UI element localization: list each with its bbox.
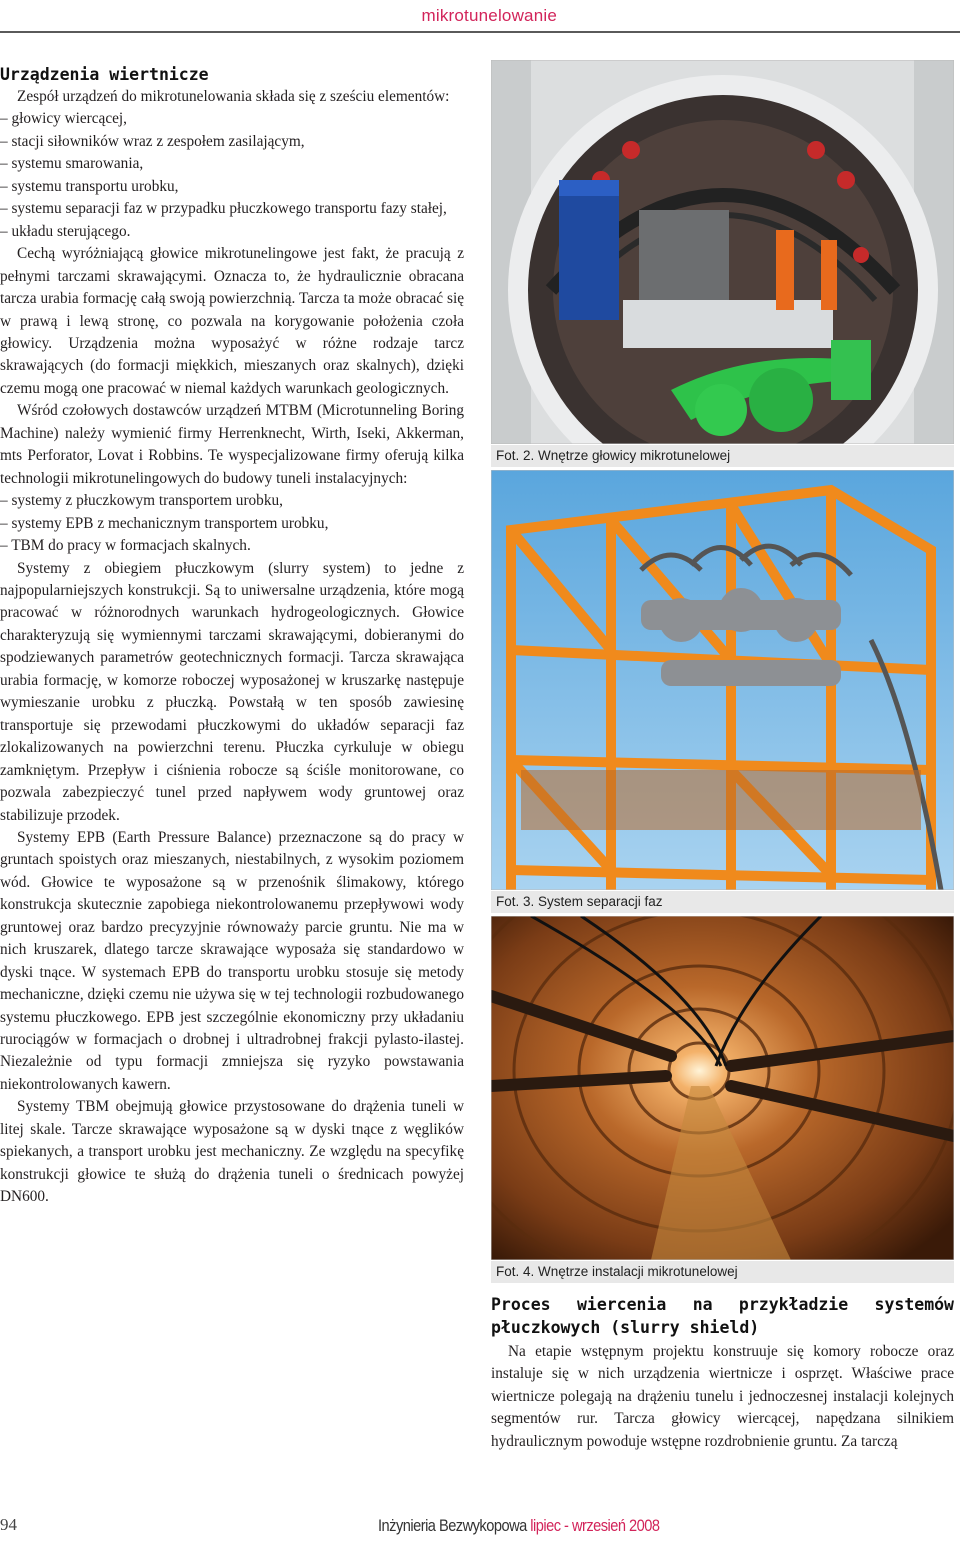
photo-microtunnel-interior — [491, 916, 954, 1260]
list-item: – systemu separacji faz w przypadku płuczkowego transportu fazy stałej, — [0, 198, 464, 220]
paragraph: Systemy z obiegiem płuczkowym (slurry system) to jedne z najpopularniejszych konstrukcji. Są to uniwersalne urządzenia, które mogą pracować w różnorodnych warunkach hydrogeologicznych. Głowice charakteryzują się wymiennymi tarczami skrawającymi, dobieranymi do spodziewanych parametrów geotechnicznych formacji. Tarcza skrawająca urabia formację, w komorze roboczej wyposażonej w kruszarkę następuje wymieszanie urobku z płuczką. Powstałą w ten sposób zawiesinę transportuje się przewodami płuczkowymi do układów separacji faz zlokalizowanych na powierzchni terenu. Płuczka cyrkuluje w obiegu zamkniętym. Przepływ i ciśnienia robocze są ściśle monitorowane, co pozwala zabezpieczyć tunel przed napływem wody gruntowej oraz stabilizuje przodek. — [0, 559, 464, 824]
right-column-text — [491, 1293, 954, 1453]
header-rule — [0, 31, 960, 33]
journal-name: Inżynieria Bezwykopowa — [378, 1516, 527, 1535]
caption-fot2: Fot. 2. Wnętrze głowicy mikrotunelowej — [491, 445, 954, 467]
intro-paragraph: Zespół urządzeń do mikrotunelowania składa się z sześciu elementów: — [17, 88, 450, 105]
caption-fot4: Fot. 4. Wnętrze instalacji mikrotunelowej — [491, 1261, 954, 1283]
list-item: – układu sterującego. — [0, 221, 464, 243]
list-item: – systemy z płuczkowym transportem urobku, — [0, 490, 464, 512]
photo-phase-separation — [491, 470, 954, 890]
process-heading-line1: Proces wiercenia na przykładzie systemów — [491, 1295, 954, 1314]
section-tag: mikrotunelowanie — [421, 6, 557, 25]
process-heading-line2: płuczkowych (slurry shield) — [491, 1318, 760, 1337]
paragraph: Systemy EPB (Earth Pressure Balance) przeznaczone są do pracy w gruntach spoistych oraz mieszanych, niestabilnych, z wysokim poziomem wód. Głowice te wyposażone są w przenośnik ślimakowy, którego konstrukcja skutecznie zapobiega niekontrolowanemu przepływowi wody gruntowej oraz bardzo precyzyjnie równoważy parcie gruntu. Nie ma w nich kruszarek, dlatego tarcze skrawające wyposaża się standardowo w dyski tnące. W systemach EPB do transportu urobku stosuje się metody mechaniczne, dzięki czemu nie używa się w tej technologii rozbudowanego systemu płuczkowego. EPB jest szczególnie ekonomiczny przy układaniu rurociągów w formacjach o drobnej i ultradrobnej frakcji pylasto-ilastej. Niezależnie od typu formacji zmniejsza się ryzyko powstawania niekontrolowanych kawern. — [0, 828, 464, 1093]
process-heading — [491, 1293, 954, 1339]
list-item: – stacji siłowników wraz z zespołem zasilającym, — [0, 131, 464, 153]
list-item: – głowicy wiercącej, — [0, 108, 464, 130]
paragraph: Na etapie wstępnym projektu konstruuje się komory robocze oraz instaluje się w nich urządzenia wiertnicze i osprzęt. Właściwe prace wiertnicze polegają na drążeniu tunelu i jednoczesnej instalacji kolejnych segmentów rur. Tarcza głowicy wiercącej, napędzana silnikiem hydraulicznym powoduje wstępne rozdrobnienie gruntu. Za tarczą — [491, 1343, 954, 1450]
list-item: – systemu transportu urobku, — [0, 176, 464, 198]
elements-list — [0, 108, 464, 243]
systems-list — [0, 490, 464, 557]
left-column — [0, 64, 464, 1209]
issue-date: lipiec - wrzesień 2008 — [530, 1516, 660, 1535]
paragraph: Wśród czołowych dostawców urządzeń MTBM (Microtunneling Boring Machine) należy wymienić firmy Herrenknecht, Wirth, Iseki, Akkerman, mts Perforator, Lovat i Robbins. Te wyspecjalizowane firmy oferują kilka technologii mikrotunelingowych do budowy tuneli instalacyjnych: — [0, 402, 464, 487]
paragraph: Cechą wyróżniającą głowice mikrotunelingowe jest fakt, że pracują z pełnymi tarczami skrawającymi. Oznacza to, że hydraulicznie obracana tarcza urabia formację całą swoją powierzchnią. Tarcza ta może obracać się w prawą i lewą stronę, co pozwala na korygowanie położenia czoła głowicy. Urządzenia można wyposażyć w różne rodzaje tarcz skrawających (do formacji miękkich, mieszanych oraz skalnych), dzięki czemu mogą one pracować w niemal każdych warunkach geologicznych. — [0, 245, 464, 397]
list-item: – systemu smarowania, — [0, 153, 464, 175]
footer-brand — [378, 1516, 660, 1536]
section-heading: Urządzenia wiertnicze — [0, 65, 209, 84]
photo-drilling-head-interior — [491, 60, 954, 444]
list-item: – TBM do pracy w formacjach skalnych. — [0, 535, 464, 557]
page-number: 94 — [0, 1515, 17, 1534]
paragraph: Systemy TBM obejmują głowice przystosowane do drążenia tuneli w litej skale. Tarcze skrawające wyposażone są w dyski tnące z węglików spiekanych, a transport urobku jest mechaniczny. Ze względu na specyfikę konstrukcji głowice te służą do drążenia tuneli o średnicach powyżej DN600. — [0, 1098, 464, 1206]
list-item: – systemy EPB z mechanicznym transportem urobku, — [0, 513, 464, 535]
caption-fot3: Fot. 3. System separacji faz — [491, 891, 954, 913]
